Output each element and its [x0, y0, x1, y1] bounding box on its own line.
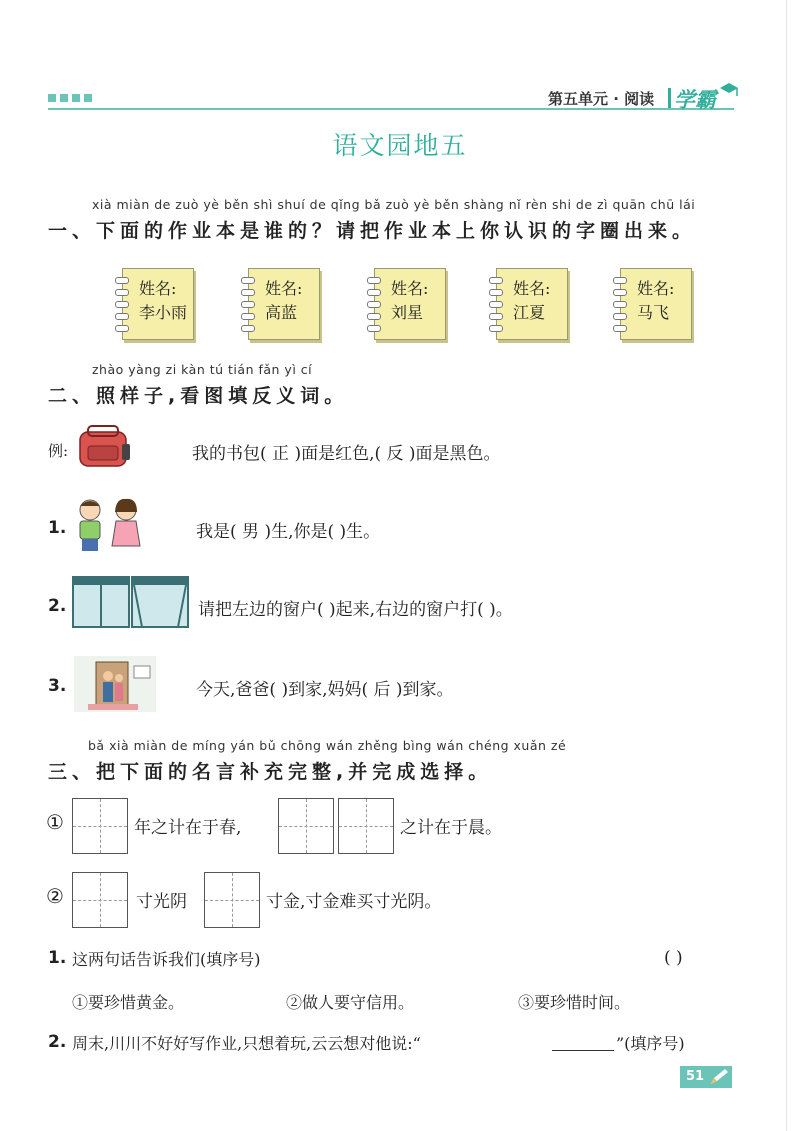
subquestion-2-text: 周末,川川不好好写作业,只想着玩,云云想对他说:“	[72, 1034, 421, 1053]
notebook-name: 马飞	[637, 303, 670, 322]
section1-pinyin: xià miàn de zuò yè běn shì shuí de qǐng bǎ zuò yè běn shàng nǐ rèn shi de zì quān chū lái	[92, 197, 696, 212]
quote-2-end: 寸金,寸金难买寸光阴。	[266, 892, 442, 912]
header-divider	[668, 88, 671, 108]
notebook-3	[374, 268, 446, 340]
page-edge	[786, 0, 787, 1131]
tianzige-input-box[interactable]	[72, 872, 128, 928]
example-label: 例:	[48, 442, 69, 460]
notebook-label: 姓名:	[391, 279, 429, 298]
windows-icon	[72, 576, 190, 628]
tianzige-input-box[interactable]	[338, 798, 394, 854]
option-2: ②做人要守信用。	[286, 993, 415, 1012]
header-unit-label: 第五单元 · 阅读	[548, 90, 655, 108]
schoolbag-icon	[74, 424, 132, 470]
section3-heading: 三、把下面的名言补充完整,并完成选择。	[48, 761, 493, 783]
tianzige-input-box[interactable]	[204, 872, 260, 928]
boy-girl-icon	[70, 496, 150, 554]
graduation-cap-icon	[718, 80, 740, 102]
item-number: 1.	[48, 518, 67, 538]
quote-1-mid: 年之计在于春,	[134, 818, 242, 838]
notebook-label: 姓名:	[637, 279, 675, 298]
notebook-2	[248, 268, 320, 340]
option-3: ③要珍惜时间。	[518, 993, 631, 1012]
item-number: 2.	[48, 596, 67, 616]
notebook-label: 姓名:	[513, 279, 551, 298]
example-sentence: 我的书包( 正 )面是红色,( 反 )面是黑色。	[192, 444, 501, 464]
header-decor-squares	[48, 94, 92, 102]
answer-underline[interactable]	[552, 1050, 614, 1051]
quote-1-marker: ①	[46, 810, 64, 834]
tianzige-input-box[interactable]	[278, 798, 334, 854]
notebook-label: 姓名:	[139, 279, 177, 298]
notebook-5	[620, 268, 692, 340]
section2-pinyin: zhào yàng zi kàn tú tián fǎn yì cí	[92, 362, 313, 377]
quote-2-mid: 寸光阴	[136, 892, 187, 912]
page-title: 语文园地五	[332, 131, 468, 160]
section1-heading: 一、下面的作业本是谁的？请把作业本上你认识的字圈出来。	[48, 220, 697, 242]
item-number: 3.	[48, 676, 67, 696]
item-1-sentence: 我是( 男 )生,你是( )生。	[196, 522, 381, 542]
option-1: ①要珍惜黄金。	[72, 993, 185, 1012]
tianzige-input-box[interactable]	[72, 798, 128, 854]
item-3-sentence: 今天,爸爸( )到家,妈妈( 后 )到家。	[196, 680, 454, 700]
pencil-icon	[708, 1068, 730, 1086]
notebook-name: 高蓝	[265, 303, 298, 322]
notebook-name: 江夏	[513, 303, 546, 322]
item-2-sentence: 请把左边的窗户( )起来,右边的窗户打( )。	[198, 600, 513, 620]
notebook-name: 刘星	[391, 303, 424, 322]
subquestion-number: 2.	[48, 1032, 67, 1052]
quote-1-end: 之计在于晨。	[400, 818, 502, 838]
answer-blank[interactable]: ( )	[664, 948, 683, 968]
notebook-4	[496, 268, 568, 340]
subquestion-1-text: 这两句话告诉我们(填序号)	[72, 950, 261, 969]
subquestion-number: 1.	[48, 948, 67, 968]
notebook-name: 李小雨	[139, 303, 188, 322]
page-number: 51	[686, 1069, 705, 1084]
subquestion-2-end: ”(填序号)	[616, 1034, 685, 1053]
header-brand-logo: 学霸	[674, 88, 716, 112]
section3-pinyin: bǎ xià miàn de míng yán bǔ chōng wán zhěng bìng wán chéng xuǎn zé	[88, 738, 567, 753]
quote-2-marker: ②	[46, 884, 64, 908]
family-door-icon	[74, 656, 156, 712]
section2-heading: 二、照样子,看图填反义词。	[48, 385, 349, 407]
page-number-tab	[680, 1066, 732, 1088]
notebook-1	[122, 268, 194, 340]
notebook-label: 姓名:	[265, 279, 303, 298]
